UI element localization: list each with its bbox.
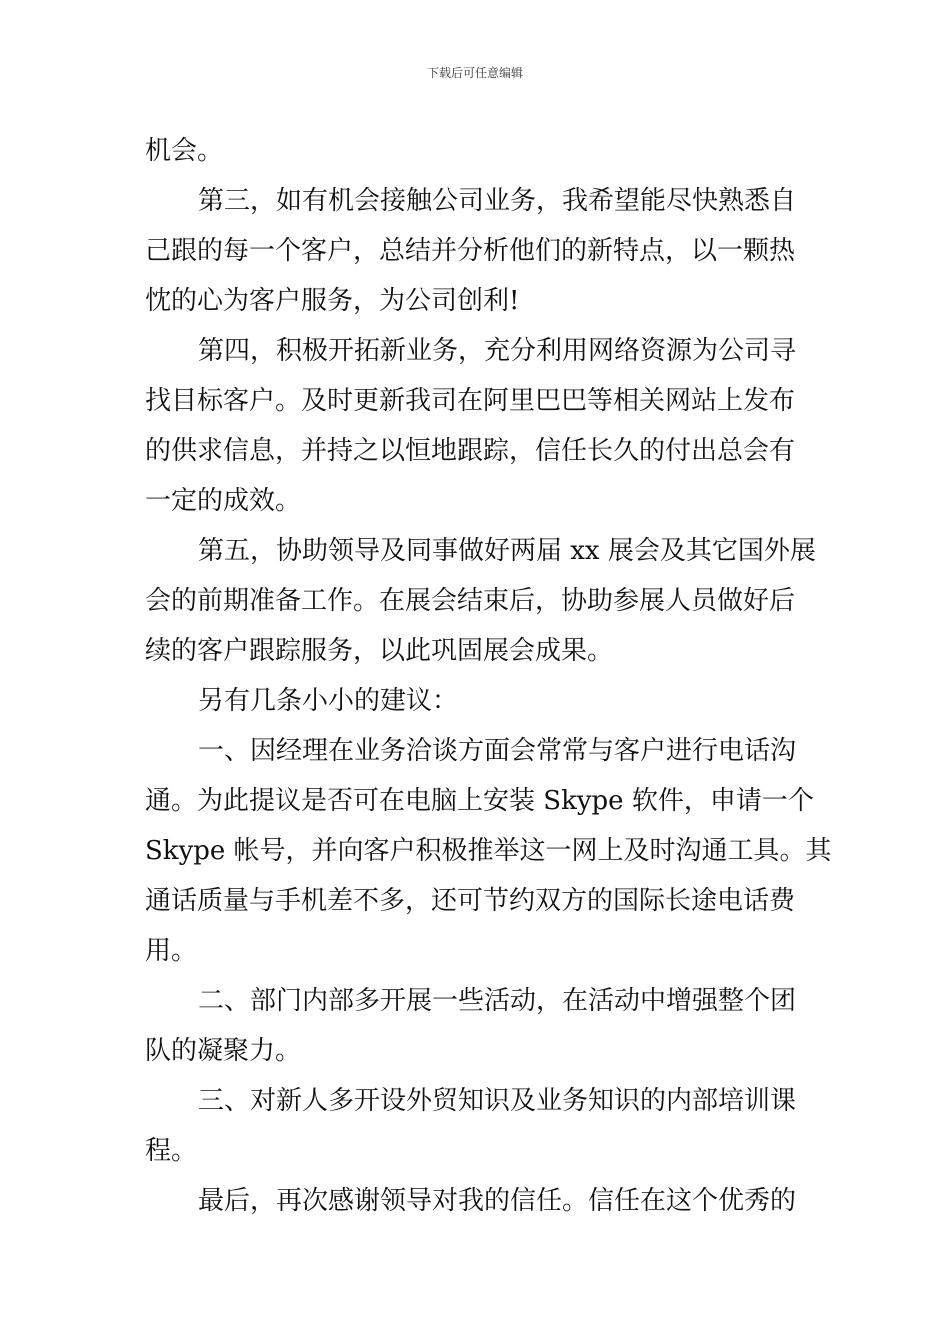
text-line: 机会。 (145, 136, 224, 166)
text-line: 己跟的每一个客户，总结并分析他们的新特点，以一颗热 (145, 236, 796, 266)
text-line: 三、对新人多开设外贸知识及业务知识的内部培训课 (198, 1086, 797, 1116)
text-line: 的供求信息，并持之以恒地跟踪，信任长久的付出总会有 (145, 436, 796, 466)
document-body (145, 126, 832, 1226)
text-line: 忱的心为客户服务，为公司创利! (145, 286, 520, 316)
text-line: 第三，如有机会接触公司业务，我希望能尽快熟悉自 (198, 186, 797, 216)
text-line: 第四，积极开拓新业务，充分利用网络资源为公司寻 (198, 336, 797, 366)
text-line: 用。 (145, 936, 198, 966)
page-header: 下载后可任意编辑 (426, 66, 523, 80)
text-line: 通话质量与手机差不多，还可节约双方的国际长途电话费 (145, 886, 796, 916)
text-line: 会的前期准备工作。在展会结束后，协助参展人员做好后 (145, 586, 796, 616)
text-line: Skype 帐号，并向客户积极推举这一网上及时沟通工具。其 (145, 836, 832, 866)
text-line: 最后，再次感谢领导对我的信任。信任在这个优秀的 (198, 1186, 797, 1216)
text-line: 队的凝聚力。 (145, 1036, 302, 1066)
text-line: 续的客户跟踪服务，以此巩固展会成果。 (145, 636, 614, 666)
text-line: 通。为此提议是否可在电脑上安装 Skype 软件，申请一个 (145, 786, 814, 816)
text-line: 找目标客户。及时更新我司在阿里巴巴等相关网站上发布 (145, 386, 796, 416)
text-line: 一、因经理在业务洽谈方面会常常与客户进行电话沟 (198, 736, 797, 766)
text-line: 二、部门内部多开展一些活动，在活动中增强整个团 (198, 986, 797, 1016)
text-line: 第五，协助领导及同事做好两届 xx 展会及其它国外展 (198, 536, 816, 566)
text-line: 程。 (145, 1136, 198, 1166)
text-line: 一定的成效。 (145, 486, 302, 516)
text-line: 另有几条小小的建议： (198, 686, 459, 716)
